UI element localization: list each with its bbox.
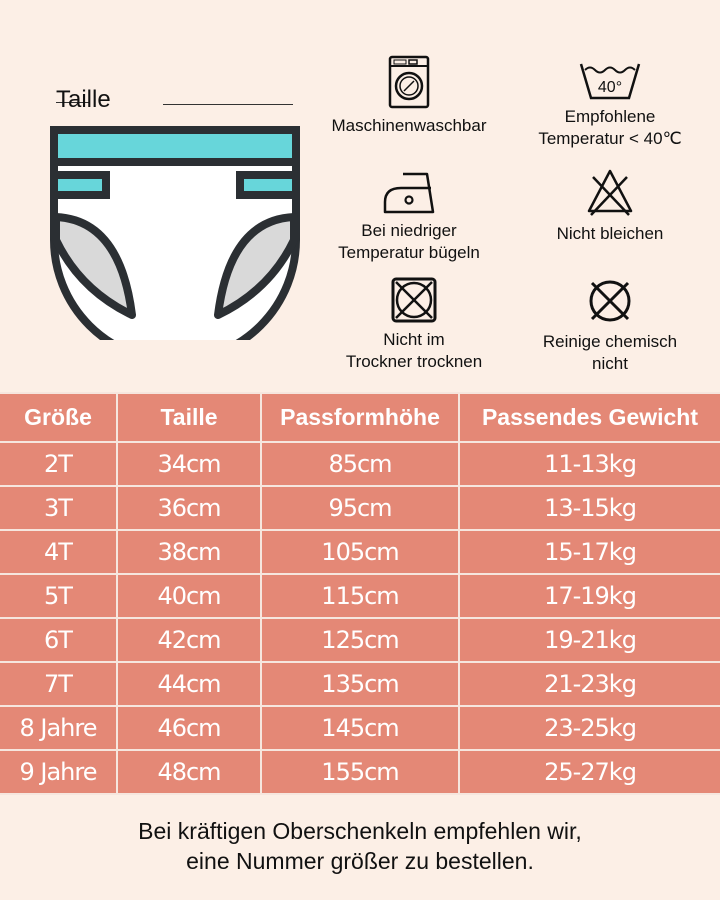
cell-size: 8 Jahre [0, 706, 117, 750]
table-row [0, 662, 720, 706]
cell-weight: 15-17kg [459, 530, 720, 574]
svg-text:40°: 40° [597, 79, 623, 96]
table-row [0, 618, 720, 662]
footnote-line1: Bei kräftigen Oberschenkeln empfehlen wir, [138, 818, 582, 844]
cell-rise: 115cm [261, 574, 459, 618]
table-row [0, 442, 720, 486]
cell-weight: 23-25kg [459, 706, 720, 750]
cell-waist: 36cm [117, 486, 261, 530]
cell-rise: 125cm [261, 618, 459, 662]
cell-rise: 145cm [261, 706, 459, 750]
care-label-line1: Nicht im [383, 330, 445, 349]
care-no-bleach [510, 167, 710, 245]
cell-size: 7T [0, 662, 117, 706]
care-iron-low [314, 170, 504, 264]
cell-rise: 85cm [261, 442, 459, 486]
cell-size: 4T [0, 530, 117, 574]
no-tumble-dry-icon [391, 277, 437, 323]
care-no-tumble-dry [314, 277, 514, 373]
header-size: Größe [0, 393, 117, 442]
care-machine-washable [314, 55, 504, 137]
care-label-line1: Maschinenwaschbar [331, 116, 487, 135]
cell-size: 6T [0, 618, 117, 662]
care-label-line1: Reinige chemisch [542, 332, 678, 351]
cell-weight: 17-19kg [459, 574, 720, 618]
table-row [0, 530, 720, 574]
diaper-diagram-icon [40, 70, 310, 340]
cell-waist: 44cm [117, 662, 261, 706]
cell-waist: 38cm [117, 530, 261, 574]
cell-rise: 95cm [261, 486, 459, 530]
care-label-line2: nicht [592, 354, 628, 373]
cell-waist: 40cm [117, 574, 261, 618]
table-header-row [0, 393, 720, 442]
care-wash-40 [510, 60, 710, 150]
cell-size: 2T [0, 442, 117, 486]
no-bleach-icon [585, 167, 635, 217]
cell-weight: 13-15kg [459, 486, 720, 530]
size-table [0, 392, 720, 795]
cell-weight: 19-21kg [459, 618, 720, 662]
cell-rise: 155cm [261, 750, 459, 794]
header-waist: Taille [117, 393, 261, 442]
care-label-line2: Trockner trocknen [345, 352, 483, 371]
care-label-line2: Temperatur bügeln [338, 243, 480, 262]
cell-size: 3T [0, 486, 117, 530]
care-label-line1: Nicht bleichen [556, 224, 664, 243]
cell-size: 9 Jahre [0, 750, 117, 794]
table-row [0, 706, 720, 750]
cell-weight: 11-13kg [459, 442, 720, 486]
cell-waist: 42cm [117, 618, 261, 662]
cell-weight: 21-23kg [459, 662, 720, 706]
footnote [0, 816, 720, 876]
cell-waist: 48cm [117, 750, 261, 794]
cell-weight: 25-27kg [459, 750, 720, 794]
care-label-line2: Temperatur < 40℃ [538, 129, 682, 148]
washing-machine-icon [388, 55, 430, 109]
cell-size: 5T [0, 574, 117, 618]
no-dry-clean-icon [586, 277, 634, 325]
table-row [0, 574, 720, 618]
cell-rise: 105cm [261, 530, 459, 574]
cell-waist: 34cm [117, 442, 261, 486]
care-label-line1: Bei niedriger [361, 221, 457, 240]
table-row [0, 486, 720, 530]
taille-label: Taille [56, 86, 111, 113]
iron-low-icon [381, 170, 437, 214]
cell-rise: 135cm [261, 662, 459, 706]
footnote-line2: eine Nummer größer zu bestellen. [186, 848, 534, 874]
table-row [0, 750, 720, 794]
care-no-dry-clean [510, 277, 710, 375]
header-weight: Passendes Gewicht [459, 393, 720, 442]
cell-waist: 46cm [117, 706, 261, 750]
wash-40-icon [579, 60, 641, 100]
header-rise: Passformhöhe [261, 393, 459, 442]
care-label-line1: Empfohlene [564, 107, 656, 126]
